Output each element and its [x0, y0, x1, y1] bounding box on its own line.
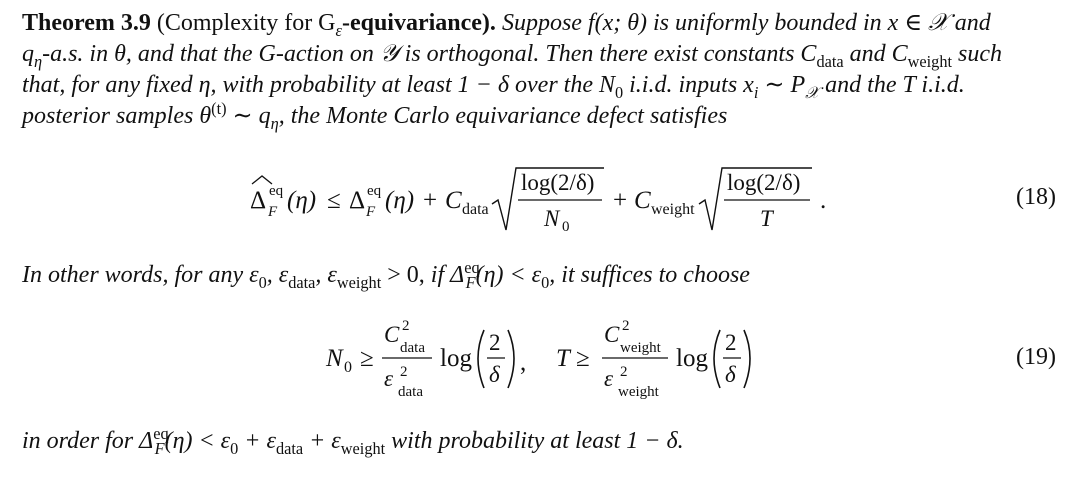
eq19-eps-2-sq: 2 [620, 364, 628, 380]
eq19-eps-1-sq: 2 [400, 364, 408, 380]
theorem-line-2 [22, 39, 1060, 70]
eq19-two-1: 2 [489, 330, 501, 355]
other-words-sup-eq: eq [464, 258, 480, 277]
other-words-comma2: , ε [315, 262, 337, 288]
theorem-line-2-and: and C [843, 41, 908, 67]
theorem-line-3-sub-i: i [753, 82, 759, 102]
eq18-plus-1: + [423, 187, 438, 214]
theorem-line-2-end: such [952, 41, 1003, 67]
paren-right-2 [744, 330, 750, 388]
eq18-c-weight-sub: weight [651, 201, 695, 218]
conclusion-sub0: 0 [230, 438, 239, 458]
eq19-c-1: C [384, 322, 400, 347]
theorem-statement [22, 8, 1060, 132]
theorem-line-4-mid: ∼ q [226, 103, 271, 129]
other-words-comma: , ε [266, 262, 289, 288]
other-words-sub-f: F [465, 272, 476, 292]
eq18-leq: ≤ [327, 187, 341, 214]
theorem-title-prefix: (Complexity for G [156, 10, 336, 36]
theorem-line-2-q-sub: η [34, 51, 43, 71]
eq18-rhs-sub: F [366, 204, 376, 220]
eq19-c-1-sub: data [400, 340, 425, 356]
eq18-lhs-sub: F [268, 204, 278, 220]
eq19-geq-1: ≥ [360, 345, 374, 372]
eq19-n: N [326, 345, 343, 372]
theorem-line-4-sup: (t) [211, 99, 227, 118]
theorem-line-4 [22, 101, 1060, 132]
theorem-line-4-text: posterior samples θ [22, 103, 212, 129]
theorem-line-2-cdata-sub: data [816, 51, 844, 71]
theorem-line-3-text: that, for any fixed η, with probability at least 1 − δ over the N [22, 72, 615, 98]
eq18-frac1-den: N [544, 206, 560, 231]
eq19-log-2: log [676, 345, 708, 372]
other-words-if: if Δ [430, 262, 465, 288]
eq18-rhs-delta: Δ [349, 187, 366, 214]
eq19-two-2: 2 [725, 330, 737, 355]
paren-right-1 [508, 330, 514, 388]
eq18-c-data-sub: data [462, 201, 489, 218]
eq18-c-data: C [445, 187, 462, 214]
theorem-line-3-sub-x: 𝒳 [805, 82, 820, 102]
conclusion-sub-data: data [275, 438, 304, 458]
theorem-title-sub: ε [335, 20, 342, 40]
eq18-c-weight: C [634, 187, 651, 214]
equation-number-19: (19) [1016, 344, 1056, 370]
eq19-eps-2-sub: weight [618, 384, 659, 400]
eq19-c-1-sq: 2 [402, 318, 410, 334]
equation-19 [0, 310, 1080, 406]
other-words-line [22, 260, 1060, 291]
eq18-frac2-num: log(2/δ) [727, 170, 801, 195]
conclusion-line [22, 426, 1060, 457]
eq19-delta-1: δ [489, 362, 500, 387]
eq19-c-2: C [604, 322, 620, 347]
conclusion-mid: (η) < ε [164, 428, 231, 454]
equation-18 [0, 160, 1080, 240]
eq18-frac2-den: T [760, 206, 773, 231]
theorem-line-3 [22, 70, 1060, 101]
conclusion-end: with probability at least 1 − δ. [385, 428, 684, 454]
other-words-end: , it suffices to choose [549, 262, 750, 288]
eq18-lhs-sup: eq [269, 183, 284, 199]
eq18-lhs-arg: (η) [287, 187, 317, 214]
theorem-line-4-end: , the Monte Carlo equivariance defect satisfies [278, 103, 728, 129]
theorem-line-2-rest: -a.s. in θ, and that the G-action on 𝒴 is orthogonal. Then there exist constants C [42, 41, 817, 67]
other-words-sub-data: data [288, 272, 316, 292]
other-words-gt: > 0, [381, 262, 431, 288]
eq19-n-sub: 0 [344, 359, 352, 376]
eq19-geq-2: ≥ [576, 345, 590, 372]
theorem-line-1 [22, 8, 1060, 39]
theorem-line-4-sub: η [270, 113, 279, 133]
eq18-frac1-den-sub: 0 [562, 219, 570, 235]
conclusion-plus1: + ε [238, 428, 276, 454]
conclusion-sub-f: F [154, 438, 165, 458]
eq19-delta-2: δ [725, 362, 736, 387]
conclusion-sup-eq: eq [153, 424, 169, 443]
equation-number-18: (18) [1016, 184, 1056, 210]
conclusion-sub-weight: weight [340, 438, 386, 458]
other-words-sub-weight: weight [336, 272, 382, 292]
eq18-period: . [820, 187, 827, 214]
eq18-plus-2: + [613, 187, 628, 214]
other-words-prefix: In other words, for any ε [22, 262, 259, 288]
eq19-eps-1: ε [384, 366, 394, 391]
theorem-title-suffix: -equivariance). [341, 10, 496, 36]
eq18-rhs-arg: (η) [385, 187, 415, 214]
eq19-c-2-sq: 2 [622, 318, 630, 334]
conclusion-prefix: in order for Δ [22, 428, 154, 454]
eq18-frac1-num: log(2/δ) [521, 170, 595, 195]
paren-left-2 [714, 330, 720, 388]
paren-left-1 [478, 330, 484, 388]
eq19-eps-1-sub: data [398, 384, 423, 400]
eq18-lhs-delta: Δ [250, 187, 267, 214]
eq19-log-1: log [440, 345, 472, 372]
theorem-line-3-end: and the T i.i.d. [819, 72, 965, 98]
eq19-eps-2: ε [604, 366, 614, 391]
other-words-cond: (η) < ε [475, 262, 542, 288]
eq19-comma: , [520, 349, 527, 376]
eq19-c-2-sub: weight [620, 340, 661, 356]
theorem-line-3-mid: i.i.d. inputs x [623, 72, 754, 98]
theorem-line-2-q: q [22, 41, 34, 67]
other-words-cond-sub: 0 [541, 272, 550, 292]
eq19-t: T [556, 345, 570, 372]
conclusion-plus2: + ε [303, 428, 341, 454]
other-words-sub0: 0 [258, 272, 267, 292]
theorem-line-3-mid2: ∼ P [758, 72, 806, 98]
theorem-label: Theorem 3.9 [22, 10, 151, 36]
theorem-line-1-rest: Suppose f(x; θ) is uniformly bounded in x ∈ 𝒳 and [501, 10, 991, 36]
eq18-rhs-sup: eq [367, 183, 382, 199]
theorem-line-2-cweight-sub: weight [907, 51, 953, 71]
theorem-line-3-sub0: 0 [614, 82, 624, 102]
